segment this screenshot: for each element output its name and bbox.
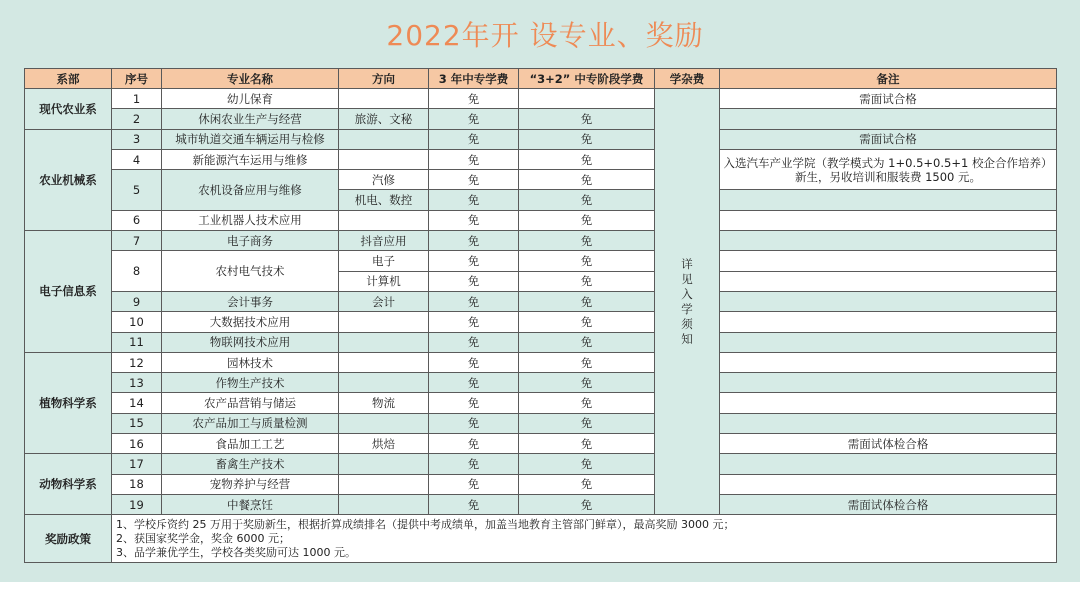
row-no: 4 xyxy=(112,149,162,169)
row-fee3: 免 xyxy=(429,210,519,230)
row-major: 物联网技术应用 xyxy=(162,332,339,352)
row-no: 3 xyxy=(112,129,162,149)
policy-label: 奖励政策 xyxy=(25,515,112,563)
row-direction xyxy=(339,149,429,169)
row-fee3: 免 xyxy=(429,170,519,190)
row-no: 16 xyxy=(112,434,162,454)
row-fee3: 免 xyxy=(429,332,519,352)
table-row xyxy=(25,251,1057,271)
row-fee3: 免 xyxy=(429,109,519,129)
policy-line: 1、学校斥资约 25 万用于奖励新生，根据折算成绩排名（提供中考成绩单，加盖当地教育主管部门鲜章），最高奖励 3000 元； xyxy=(116,517,735,531)
page-title: 2022年开 设专业、奖励 xyxy=(386,19,704,52)
table-row xyxy=(25,494,1057,514)
row-direction xyxy=(339,89,429,109)
row-fee3: 免 xyxy=(429,190,519,210)
row-note: 需面试体检合格 xyxy=(720,494,1057,514)
row-note xyxy=(720,312,1057,332)
row-note xyxy=(720,474,1057,494)
row-no: 1 xyxy=(112,89,162,109)
row-no: 9 xyxy=(112,291,162,311)
row-direction xyxy=(339,210,429,230)
row-no: 14 xyxy=(112,393,162,413)
row-note xyxy=(720,291,1057,311)
row-fee3: 免 xyxy=(429,352,519,372)
row-direction xyxy=(339,474,429,494)
row-major: 农机设备应用与维修 xyxy=(162,170,339,211)
row-no: 10 xyxy=(112,312,162,332)
row-note xyxy=(720,454,1057,474)
row-fee3: 免 xyxy=(429,291,519,311)
table-row xyxy=(25,454,1057,474)
dept-cell: 电子信息系 xyxy=(25,231,112,353)
row-no: 7 xyxy=(112,231,162,251)
row-fee32: 免 xyxy=(519,271,655,291)
dept-cell: 农业机械系 xyxy=(25,129,112,230)
row-major: 电子商务 xyxy=(162,231,339,251)
row-fee32: 免 xyxy=(519,190,655,210)
header-row xyxy=(25,69,1057,89)
row-no: 6 xyxy=(112,210,162,230)
row-note xyxy=(720,352,1057,372)
table-row xyxy=(25,332,1057,352)
row-note: 入选汽车产业学院（教学模式为 1+0.5+0.5+1 校企合作培养）新生，另收培训和服装费 1500 元。 xyxy=(720,149,1057,190)
row-direction xyxy=(339,373,429,393)
row-fee32: 免 xyxy=(519,454,655,474)
row-note xyxy=(720,332,1057,352)
row-major: 农产品营销与储运 xyxy=(162,393,339,413)
row-note xyxy=(720,251,1057,271)
row-major: 城市轨道交通车辆运用与检修 xyxy=(162,129,339,149)
row-direction: 机电、数控 xyxy=(339,190,429,210)
row-major: 工业机器人技术应用 xyxy=(162,210,339,230)
row-direction: 物流 xyxy=(339,393,429,413)
row-major: 食品加工工艺 xyxy=(162,434,339,454)
row-fee32: 免 xyxy=(519,129,655,149)
row-fee32: 免 xyxy=(519,210,655,230)
row-no: 2 xyxy=(112,109,162,129)
row-note xyxy=(720,231,1057,251)
dept-cell: 动物科学系 xyxy=(25,454,112,515)
row-direction: 电子 xyxy=(339,251,429,271)
row-fee32: 免 xyxy=(519,494,655,514)
row-direction: 烘焙 xyxy=(339,434,429,454)
row-fee3: 免 xyxy=(429,251,519,271)
row-direction xyxy=(339,413,429,433)
row-fee32: 免 xyxy=(519,373,655,393)
row-fee3: 免 xyxy=(429,434,519,454)
row-note: 需面试合格 xyxy=(720,89,1057,109)
row-major: 作物生产技术 xyxy=(162,373,339,393)
row-no: 18 xyxy=(112,474,162,494)
row-direction xyxy=(339,312,429,332)
table-row xyxy=(25,474,1057,494)
row-major: 大数据技术应用 xyxy=(162,312,339,332)
misc-fee-note: 详见入学须知 xyxy=(681,256,693,346)
col-header-no: 序号 xyxy=(112,69,162,89)
col-header-direction: 方向 xyxy=(339,69,429,89)
row-fee3: 免 xyxy=(429,149,519,169)
row-major: 会计事务 xyxy=(162,291,339,311)
row-no: 11 xyxy=(112,332,162,352)
table-row xyxy=(25,413,1057,433)
row-no: 12 xyxy=(112,352,162,372)
table-row xyxy=(25,312,1057,332)
col-header-fee3: 3 年中专学费 xyxy=(429,69,519,89)
row-note xyxy=(720,109,1057,129)
row-note: 需面试体检合格 xyxy=(720,434,1057,454)
row-direction: 抖音应用 xyxy=(339,231,429,251)
row-fee3: 免 xyxy=(429,373,519,393)
row-fee32: 免 xyxy=(519,474,655,494)
col-header-major: 专业名称 xyxy=(162,69,339,89)
majors-table xyxy=(24,68,1057,563)
row-fee3: 免 xyxy=(429,474,519,494)
row-direction xyxy=(339,352,429,372)
row-note xyxy=(720,373,1057,393)
row-major: 畜禽生产技术 xyxy=(162,454,339,474)
row-fee32: 免 xyxy=(519,149,655,169)
row-note xyxy=(720,393,1057,413)
row-fee3: 免 xyxy=(429,89,519,109)
row-note xyxy=(720,413,1057,433)
row-direction: 会计 xyxy=(339,291,429,311)
row-no: 17 xyxy=(112,454,162,474)
row-fee32: 免 xyxy=(519,413,655,433)
row-fee3: 免 xyxy=(429,494,519,514)
row-note: 需面试合格 xyxy=(720,129,1057,149)
row-fee3: 免 xyxy=(429,312,519,332)
row-note xyxy=(720,271,1057,291)
row-fee32: 免 xyxy=(519,291,655,311)
row-note xyxy=(720,190,1057,210)
table-row xyxy=(25,109,1057,129)
table-row xyxy=(25,129,1057,149)
policy-line: 2、获国家奖学金，奖金 6000 元； xyxy=(116,531,290,545)
row-fee32: 免 xyxy=(519,109,655,129)
row-direction: 计算机 xyxy=(339,271,429,291)
row-fee32: 免 xyxy=(519,251,655,271)
row-major: 农产品加工与质量检测 xyxy=(162,413,339,433)
row-major: 中餐烹饪 xyxy=(162,494,339,514)
row-direction xyxy=(339,332,429,352)
misc-fee-cell xyxy=(655,89,720,515)
dept-cell: 现代农业系 xyxy=(25,89,112,130)
col-header-fee32: “3+2” 中专阶段学费 xyxy=(519,69,655,89)
row-fee32: 免 xyxy=(519,170,655,190)
row-note xyxy=(720,210,1057,230)
row-fee32: 免 xyxy=(519,352,655,372)
table-row xyxy=(25,393,1057,413)
row-major: 新能源汽车运用与维修 xyxy=(162,149,339,169)
row-fee32: 免 xyxy=(519,434,655,454)
policy-line: 3、品学兼优学生，学校各类奖励可达 1000 元。 xyxy=(116,545,356,559)
row-major: 宠物养护与经营 xyxy=(162,474,339,494)
row-fee32: 免 xyxy=(519,332,655,352)
row-fee32: 免 xyxy=(519,231,655,251)
table-row xyxy=(25,210,1057,230)
row-fee3: 免 xyxy=(429,129,519,149)
row-major: 休闲农业生产与经营 xyxy=(162,109,339,129)
table-row xyxy=(25,352,1057,372)
col-header-note: 备注 xyxy=(720,69,1057,89)
row-no: 5 xyxy=(112,170,162,211)
table-row xyxy=(25,373,1057,393)
row-major: 园林技术 xyxy=(162,352,339,372)
row-major: 幼儿保育 xyxy=(162,89,339,109)
table-row xyxy=(25,291,1057,311)
row-major: 农村电气技术 xyxy=(162,251,339,292)
table-row xyxy=(25,231,1057,251)
row-fee3: 免 xyxy=(429,413,519,433)
table-row xyxy=(25,149,1057,169)
row-fee3: 免 xyxy=(429,393,519,413)
policy-content xyxy=(112,515,1057,563)
row-no: 13 xyxy=(112,373,162,393)
row-direction xyxy=(339,494,429,514)
col-header-dept: 系部 xyxy=(25,69,112,89)
table-row xyxy=(25,89,1057,109)
row-no: 15 xyxy=(112,413,162,433)
row-fee3: 免 xyxy=(429,454,519,474)
row-no: 19 xyxy=(112,494,162,514)
row-fee32 xyxy=(519,89,655,109)
row-fee3: 免 xyxy=(429,231,519,251)
row-direction xyxy=(339,454,429,474)
col-header-misc-fee: 学杂费 xyxy=(655,69,720,89)
row-fee32: 免 xyxy=(519,393,655,413)
policy-row xyxy=(25,515,1057,563)
row-direction xyxy=(339,129,429,149)
table-row xyxy=(25,434,1057,454)
row-fee32: 免 xyxy=(519,312,655,332)
dept-cell: 植物科学系 xyxy=(25,352,112,453)
row-direction: 旅游、文秘 xyxy=(339,109,429,129)
row-direction: 汽修 xyxy=(339,170,429,190)
row-fee3: 免 xyxy=(429,271,519,291)
row-no: 8 xyxy=(112,251,162,292)
